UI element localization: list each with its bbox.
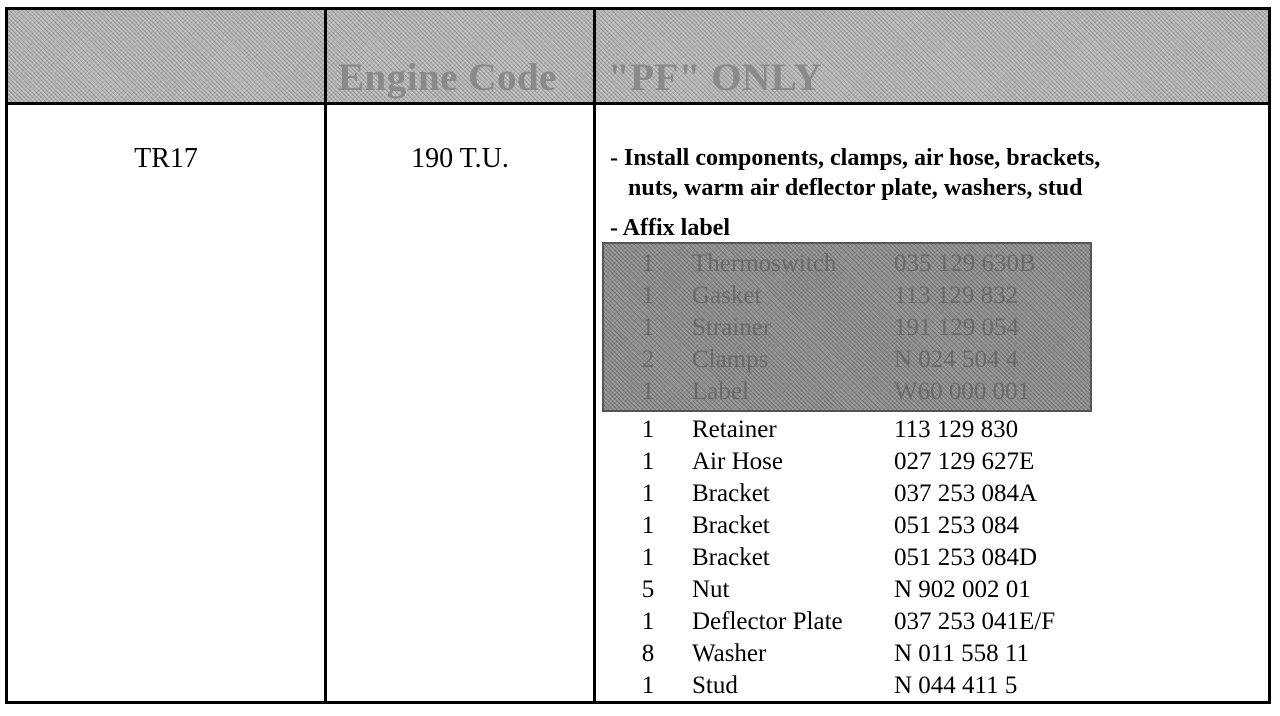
part-number: 027 129 627E bbox=[894, 448, 1035, 475]
part-qty: 1 bbox=[641, 250, 655, 277]
part-number: 051 253 084D bbox=[894, 544, 1038, 571]
header-pf-only: "PF" ONLY bbox=[608, 56, 823, 99]
part-desc: Bracket bbox=[692, 480, 770, 507]
part-qty: 1 bbox=[641, 608, 655, 635]
part-number: N 902 002 01 bbox=[894, 576, 1031, 603]
part-desc: Bracket bbox=[692, 544, 770, 571]
part-number: N 011 558 11 bbox=[894, 640, 1029, 667]
highlighted-part-row bbox=[612, 376, 1082, 408]
part-qty: 1 bbox=[641, 282, 655, 309]
model-code: TR17 bbox=[134, 143, 198, 174]
part-desc: Strainer bbox=[692, 314, 772, 341]
header-engine-code: Engine Code bbox=[338, 56, 557, 99]
highlighted-part-row bbox=[612, 344, 1082, 376]
part-qty: 5 bbox=[641, 576, 655, 603]
part-row bbox=[612, 478, 1082, 510]
part-desc: Nut bbox=[692, 576, 730, 603]
part-row bbox=[612, 638, 1082, 670]
part-number: W60 000 001 bbox=[894, 378, 1031, 405]
part-number: 037 253 084A bbox=[894, 480, 1038, 507]
part-desc: Label bbox=[692, 378, 749, 405]
part-desc: Air Hose bbox=[692, 448, 783, 475]
part-row bbox=[612, 414, 1082, 446]
part-qty: 1 bbox=[641, 672, 655, 699]
part-qty: 1 bbox=[641, 480, 655, 507]
part-qty: 2 bbox=[641, 346, 655, 373]
part-number: 051 253 084 bbox=[894, 512, 1019, 539]
part-number: 191 129 054 bbox=[894, 314, 1019, 341]
part-row bbox=[612, 670, 1082, 702]
part-desc: Clamps bbox=[692, 346, 769, 373]
part-qty: 1 bbox=[641, 448, 655, 475]
part-qty: 8 bbox=[641, 640, 655, 667]
part-qty: 1 bbox=[641, 544, 655, 571]
part-qty: 1 bbox=[641, 416, 655, 443]
part-desc: Deflector Plate bbox=[692, 608, 843, 635]
instruction-line: nuts, warm air deflector plate, washers, stud bbox=[628, 175, 1083, 201]
part-desc: Bracket bbox=[692, 512, 770, 539]
highlighted-part-row bbox=[612, 248, 1082, 280]
part-desc: Gasket bbox=[692, 282, 762, 309]
part-desc: Retainer bbox=[692, 416, 777, 443]
instruction-line: - Install components, clamps, air hose, brackets, bbox=[610, 145, 1101, 171]
part-desc: Stud bbox=[692, 672, 738, 699]
part-number: N 044 411 5 bbox=[894, 672, 1018, 699]
part-row bbox=[612, 510, 1082, 542]
part-row bbox=[612, 574, 1082, 606]
part-desc: Washer bbox=[692, 640, 767, 667]
part-number: N 024 504 4 bbox=[894, 346, 1019, 373]
part-row bbox=[612, 606, 1082, 638]
part-number: 113 129 830 bbox=[894, 416, 1019, 443]
highlighted-part-row bbox=[612, 312, 1082, 344]
instruction-line: - Affix label bbox=[610, 215, 730, 241]
part-number: 037 253 041E/F bbox=[894, 608, 1056, 635]
part-number: 035 129 630B bbox=[894, 250, 1036, 277]
engine-code-value: 190 T.U. bbox=[411, 143, 509, 174]
part-desc: Thermoswitch bbox=[692, 250, 837, 277]
header-divider bbox=[5, 102, 1271, 105]
part-row bbox=[612, 446, 1082, 478]
part-qty: 1 bbox=[641, 512, 655, 539]
part-number: 113 129 832 bbox=[894, 282, 1019, 309]
highlighted-part-row bbox=[612, 280, 1082, 312]
part-qty: 1 bbox=[641, 314, 655, 341]
part-qty: 1 bbox=[641, 378, 655, 405]
part-row bbox=[612, 542, 1082, 574]
column-divider bbox=[324, 7, 327, 704]
column-divider bbox=[593, 7, 596, 704]
